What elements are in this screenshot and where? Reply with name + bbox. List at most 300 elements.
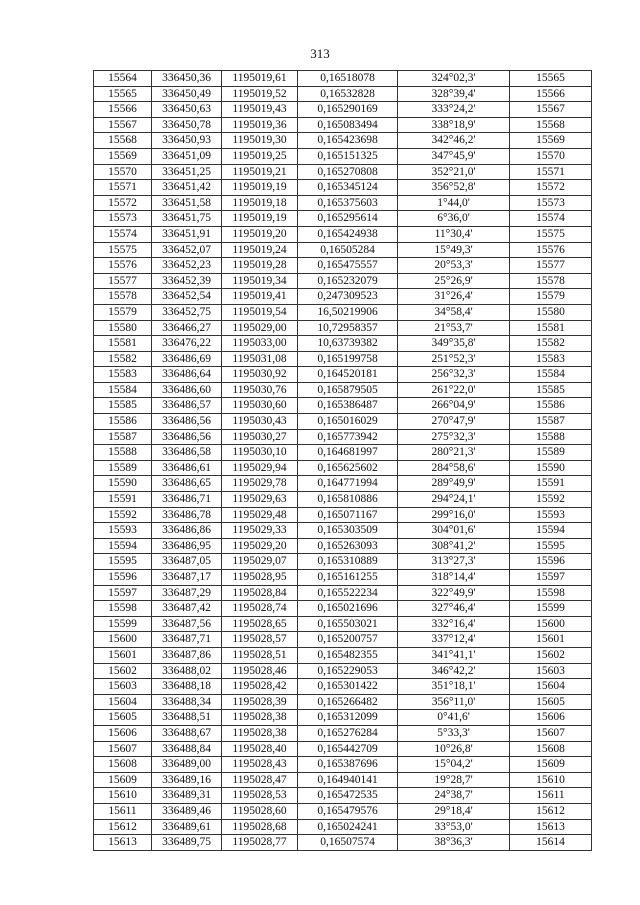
x-coordinate-cell: 336487,29 [152,585,222,601]
y-coordinate-cell: 1195029,78 [222,476,298,492]
point-from-cell: 15613 [94,835,152,851]
distance-cell: 0,16505284 [298,242,398,258]
point-to-cell: 15587 [510,414,592,430]
x-coordinate-cell: 336451,25 [152,164,222,180]
x-coordinate-cell: 336486,57 [152,398,222,414]
bearing-cell: 15°49,3' [398,242,510,258]
bearing-cell: 299°16,0' [398,507,510,523]
point-from-cell: 15599 [94,616,152,632]
y-coordinate-cell: 1195028,57 [222,632,298,648]
table-row [94,632,592,648]
point-from-cell: 15606 [94,725,152,741]
x-coordinate-cell: 336476,22 [152,336,222,352]
point-from-cell: 15612 [94,819,152,835]
distance-cell: 0,16507574 [298,835,398,851]
x-coordinate-cell: 336452,23 [152,258,222,274]
distance-cell: 0,165482355 [298,647,398,663]
point-to-cell: 15568 [510,117,592,133]
distance-cell: 0,164681997 [298,445,398,461]
distance-cell: 0,165290169 [298,102,398,118]
point-to-cell: 15575 [510,226,592,242]
y-coordinate-cell: 1195019,19 [222,180,298,196]
distance-cell: 0,165276284 [298,725,398,741]
point-from-cell: 15609 [94,772,152,788]
table-row [94,195,592,211]
y-coordinate-cell: 1195028,74 [222,601,298,617]
table-row [94,71,592,87]
table-row [94,164,592,180]
y-coordinate-cell: 1195028,68 [222,819,298,835]
point-from-cell: 15582 [94,351,152,367]
table-row [94,102,592,118]
point-from-cell: 15604 [94,694,152,710]
y-coordinate-cell: 1195031,08 [222,351,298,367]
point-to-cell: 15597 [510,570,592,586]
table-row [94,788,592,804]
point-to-cell: 15606 [510,710,592,726]
x-coordinate-cell: 336486,65 [152,476,222,492]
point-to-cell: 15595 [510,538,592,554]
point-to-cell: 15578 [510,273,592,289]
table-row [94,367,592,383]
distance-cell: 0,165472535 [298,788,398,804]
table-row [94,117,592,133]
bearing-cell: 318°14,4' [398,570,510,586]
point-to-cell: 15592 [510,492,592,508]
point-to-cell: 15569 [510,133,592,149]
y-coordinate-cell: 1195029,07 [222,554,298,570]
point-to-cell: 15589 [510,445,592,461]
point-to-cell: 15565 [510,71,592,87]
bearing-cell: 356°52,8' [398,180,510,196]
point-from-cell: 15581 [94,336,152,352]
point-from-cell: 15607 [94,741,152,757]
point-from-cell: 15577 [94,273,152,289]
bearing-cell: 19°28,7' [398,772,510,788]
point-from-cell: 15591 [94,492,152,508]
x-coordinate-cell: 336488,34 [152,694,222,710]
point-from-cell: 15565 [94,86,152,102]
bearing-cell: 337°12,4' [398,632,510,648]
bearing-cell: 5°33,3' [398,725,510,741]
x-coordinate-cell: 336488,84 [152,741,222,757]
distance-cell: 0,16532828 [298,86,398,102]
point-from-cell: 15566 [94,102,152,118]
distance-cell: 0,165810886 [298,492,398,508]
point-from-cell: 15600 [94,632,152,648]
table-row [94,320,592,336]
y-coordinate-cell: 1195028,77 [222,835,298,851]
point-from-cell: 15601 [94,647,152,663]
point-to-cell: 15601 [510,632,592,648]
x-coordinate-cell: 336489,46 [152,803,222,819]
bearing-cell: 356°11,0' [398,694,510,710]
distance-cell: 0,165423698 [298,133,398,149]
distance-cell: 0,165229053 [298,663,398,679]
point-from-cell: 15576 [94,258,152,274]
x-coordinate-cell: 336487,17 [152,570,222,586]
point-to-cell: 15570 [510,148,592,164]
x-coordinate-cell: 336487,56 [152,616,222,632]
x-coordinate-cell: 336489,75 [152,835,222,851]
distance-cell: 0,165083494 [298,117,398,133]
x-coordinate-cell: 336487,05 [152,554,222,570]
distance-cell: 0,165263093 [298,538,398,554]
x-coordinate-cell: 336486,56 [152,429,222,445]
point-from-cell: 15590 [94,476,152,492]
bearing-cell: 33°53,0' [398,819,510,835]
point-to-cell: 15594 [510,523,592,539]
table-row [94,476,592,492]
y-coordinate-cell: 1195019,34 [222,273,298,289]
point-to-cell: 15609 [510,757,592,773]
bearing-cell: 352°21,0' [398,164,510,180]
point-from-cell: 15594 [94,538,152,554]
y-coordinate-cell: 1195028,65 [222,616,298,632]
point-to-cell: 15566 [510,86,592,102]
distance-cell: 0,165773942 [298,429,398,445]
table-row [94,133,592,149]
x-coordinate-cell: 336450,93 [152,133,222,149]
table-row [94,679,592,695]
point-from-cell: 15573 [94,211,152,227]
point-to-cell: 15567 [510,102,592,118]
point-to-cell: 15572 [510,180,592,196]
table-row [94,86,592,102]
bearing-cell: 304°01,6' [398,523,510,539]
y-coordinate-cell: 1195019,54 [222,304,298,320]
x-coordinate-cell: 336486,56 [152,414,222,430]
distance-cell: 0,165312099 [298,710,398,726]
table-row [94,819,592,835]
x-coordinate-cell: 336451,58 [152,195,222,211]
y-coordinate-cell: 1195019,24 [222,242,298,258]
y-coordinate-cell: 1195029,00 [222,320,298,336]
bearing-cell: 266°04,9' [398,398,510,414]
x-coordinate-cell: 336450,49 [152,86,222,102]
table-row [94,460,592,476]
table-row [94,398,592,414]
point-from-cell: 15596 [94,570,152,586]
x-coordinate-cell: 336451,75 [152,211,222,227]
table-row [94,725,592,741]
point-from-cell: 15585 [94,398,152,414]
x-coordinate-cell: 336486,61 [152,460,222,476]
distance-cell: 16,50219906 [298,304,398,320]
table-row [94,507,592,523]
y-coordinate-cell: 1195028,42 [222,679,298,695]
point-to-cell: 15614 [510,835,592,851]
point-to-cell: 15613 [510,819,592,835]
point-to-cell: 15608 [510,741,592,757]
bearing-cell: 25°26,9' [398,273,510,289]
y-coordinate-cell: 1195028,95 [222,570,298,586]
y-coordinate-cell: 1195019,28 [222,258,298,274]
table-row [94,445,592,461]
point-to-cell: 15574 [510,211,592,227]
distance-cell: 10,63739382 [298,336,398,352]
y-coordinate-cell: 1195029,94 [222,460,298,476]
table-row [94,211,592,227]
point-to-cell: 15593 [510,507,592,523]
table-row [94,304,592,320]
point-from-cell: 15611 [94,803,152,819]
distance-cell: 0,165151325 [298,148,398,164]
bearing-cell: 324°02,3' [398,71,510,87]
bearing-cell: 0°41,6' [398,710,510,726]
table-row [94,663,592,679]
table-row [94,242,592,258]
bearing-cell: 280°21,3' [398,445,510,461]
point-to-cell: 15571 [510,164,592,180]
point-to-cell: 15573 [510,195,592,211]
point-from-cell: 15589 [94,460,152,476]
x-coordinate-cell: 336488,18 [152,679,222,695]
point-from-cell: 15592 [94,507,152,523]
distance-cell: 0,165232079 [298,273,398,289]
distance-cell: 0,165424938 [298,226,398,242]
bearing-cell: 275°32,3' [398,429,510,445]
y-coordinate-cell: 1195019,36 [222,117,298,133]
point-from-cell: 15584 [94,382,152,398]
point-to-cell: 15583 [510,351,592,367]
x-coordinate-cell: 336487,86 [152,647,222,663]
distance-cell: 0,16518078 [298,71,398,87]
point-to-cell: 15596 [510,554,592,570]
y-coordinate-cell: 1195019,25 [222,148,298,164]
table-row [94,585,592,601]
bearing-cell: 20°53,3' [398,258,510,274]
point-from-cell: 15593 [94,523,152,539]
point-from-cell: 15603 [94,679,152,695]
point-to-cell: 15598 [510,585,592,601]
distance-cell: 0,165301422 [298,679,398,695]
x-coordinate-cell: 336450,36 [152,71,222,87]
point-from-cell: 15583 [94,367,152,383]
table-row [94,803,592,819]
table-row [94,523,592,539]
bearing-cell: 308°41,2' [398,538,510,554]
point-from-cell: 15579 [94,304,152,320]
x-coordinate-cell: 336486,69 [152,351,222,367]
x-coordinate-cell: 336452,07 [152,242,222,258]
point-to-cell: 15586 [510,398,592,414]
y-coordinate-cell: 1195028,38 [222,725,298,741]
distance-cell: 0,165475557 [298,258,398,274]
x-coordinate-cell: 336451,42 [152,180,222,196]
point-to-cell: 15579 [510,289,592,305]
bearing-cell: 1°44,0' [398,195,510,211]
distance-cell: 0,165503021 [298,616,398,632]
x-coordinate-cell: 336486,58 [152,445,222,461]
y-coordinate-cell: 1195028,40 [222,741,298,757]
point-to-cell: 15602 [510,647,592,663]
table-row [94,538,592,554]
table-body [94,71,592,851]
distance-cell: 0,165387696 [298,757,398,773]
y-coordinate-cell: 1195029,20 [222,538,298,554]
x-coordinate-cell: 336488,67 [152,725,222,741]
y-coordinate-cell: 1195019,43 [222,102,298,118]
table-row [94,835,592,851]
bearing-cell: 349°35,8' [398,336,510,352]
point-to-cell: 15581 [510,320,592,336]
x-coordinate-cell: 336489,00 [152,757,222,773]
point-from-cell: 15608 [94,757,152,773]
y-coordinate-cell: 1195019,18 [222,195,298,211]
bearing-cell: 270°47,9' [398,414,510,430]
bearing-cell: 341°41,1' [398,647,510,663]
y-coordinate-cell: 1195028,39 [222,694,298,710]
table-row [94,273,592,289]
table-row [94,772,592,788]
bearing-cell: 251°52,3' [398,351,510,367]
table-row [94,647,592,663]
table-row [94,429,592,445]
point-to-cell: 15600 [510,616,592,632]
table-row [94,554,592,570]
x-coordinate-cell: 336452,54 [152,289,222,305]
x-coordinate-cell: 336451,91 [152,226,222,242]
table-row [94,570,592,586]
table-row [94,351,592,367]
point-from-cell: 15567 [94,117,152,133]
distance-cell: 0,247309523 [298,289,398,305]
distance-cell: 0,165295614 [298,211,398,227]
distance-cell: 0,165161255 [298,570,398,586]
x-coordinate-cell: 336486,60 [152,382,222,398]
y-coordinate-cell: 1195019,20 [222,226,298,242]
point-from-cell: 15571 [94,180,152,196]
bearing-cell: 338°18,9' [398,117,510,133]
y-coordinate-cell: 1195028,51 [222,647,298,663]
distance-cell: 0,165270808 [298,164,398,180]
x-coordinate-cell: 336486,86 [152,523,222,539]
point-from-cell: 15588 [94,445,152,461]
point-to-cell: 15611 [510,788,592,804]
point-from-cell: 15586 [94,414,152,430]
distance-cell: 0,165522234 [298,585,398,601]
distance-cell: 0,165879505 [298,382,398,398]
table-row [94,601,592,617]
distance-cell: 0,165024241 [298,819,398,835]
y-coordinate-cell: 1195030,10 [222,445,298,461]
x-coordinate-cell: 336488,51 [152,710,222,726]
bearing-cell: 34°58,4' [398,304,510,320]
y-coordinate-cell: 1195028,47 [222,772,298,788]
point-from-cell: 15605 [94,710,152,726]
distance-cell: 0,165479576 [298,803,398,819]
x-coordinate-cell: 336486,64 [152,367,222,383]
bearing-cell: 38°36,3' [398,835,510,851]
point-from-cell: 15575 [94,242,152,258]
table-row [94,148,592,164]
table-row [94,336,592,352]
table-row [94,226,592,242]
y-coordinate-cell: 1195028,60 [222,803,298,819]
y-coordinate-cell: 1195028,43 [222,757,298,773]
x-coordinate-cell: 336488,02 [152,663,222,679]
bearing-cell: 6°36,0' [398,211,510,227]
distance-cell: 0,165071167 [298,507,398,523]
x-coordinate-cell: 336489,31 [152,788,222,804]
table-row [94,710,592,726]
y-coordinate-cell: 1195030,43 [222,414,298,430]
point-to-cell: 15610 [510,772,592,788]
bearing-cell: 15°04,2' [398,757,510,773]
distance-cell: 0,165375603 [298,195,398,211]
point-to-cell: 15584 [510,367,592,383]
bearing-cell: 351°18,1' [398,679,510,695]
distance-cell: 0,165625602 [298,460,398,476]
point-to-cell: 15607 [510,725,592,741]
x-coordinate-cell: 336486,71 [152,492,222,508]
point-to-cell: 15612 [510,803,592,819]
table-row [94,180,592,196]
point-from-cell: 15574 [94,226,152,242]
page-number: 313 [310,46,330,61]
y-coordinate-cell: 1195028,46 [222,663,298,679]
point-to-cell: 15590 [510,460,592,476]
bearing-cell: 21°53,7' [398,320,510,336]
point-to-cell: 15585 [510,382,592,398]
point-to-cell: 15588 [510,429,592,445]
x-coordinate-cell: 336486,95 [152,538,222,554]
bearing-cell: 333°24,2' [398,102,510,118]
bearing-cell: 256°32,3' [398,367,510,383]
bearing-cell: 31°26,4' [398,289,510,305]
x-coordinate-cell: 336450,78 [152,117,222,133]
y-coordinate-cell: 1195029,63 [222,492,298,508]
point-to-cell: 15599 [510,601,592,617]
point-to-cell: 15576 [510,242,592,258]
point-to-cell: 15603 [510,663,592,679]
bearing-cell: 327°46,4' [398,601,510,617]
bearing-cell: 332°16,4' [398,616,510,632]
y-coordinate-cell: 1195028,38 [222,710,298,726]
table-row [94,741,592,757]
coordinates-table [93,70,592,851]
point-to-cell: 15580 [510,304,592,320]
bearing-cell: 24°38,7' [398,788,510,804]
bearing-cell: 346°42,2' [398,663,510,679]
y-coordinate-cell: 1195019,61 [222,71,298,87]
point-to-cell: 15605 [510,694,592,710]
x-coordinate-cell: 336450,63 [152,102,222,118]
point-from-cell: 15570 [94,164,152,180]
x-coordinate-cell: 336489,61 [152,819,222,835]
bearing-cell: 328°39,4' [398,86,510,102]
bearing-cell: 10°26,8' [398,741,510,757]
y-coordinate-cell: 1195019,19 [222,211,298,227]
point-from-cell: 15569 [94,148,152,164]
distance-cell: 0,164771994 [298,476,398,492]
y-coordinate-cell: 1195028,84 [222,585,298,601]
bearing-cell: 313°27,3' [398,554,510,570]
table-row [94,616,592,632]
distance-cell: 0,165266482 [298,694,398,710]
x-coordinate-cell: 336487,71 [152,632,222,648]
y-coordinate-cell: 1195033,00 [222,336,298,352]
x-coordinate-cell: 336486,78 [152,507,222,523]
table-row [94,414,592,430]
table-row [94,258,592,274]
y-coordinate-cell: 1195019,21 [222,164,298,180]
point-to-cell: 15591 [510,476,592,492]
point-from-cell: 15578 [94,289,152,305]
y-coordinate-cell: 1195019,30 [222,133,298,149]
bearing-cell: 322°49,9' [398,585,510,601]
